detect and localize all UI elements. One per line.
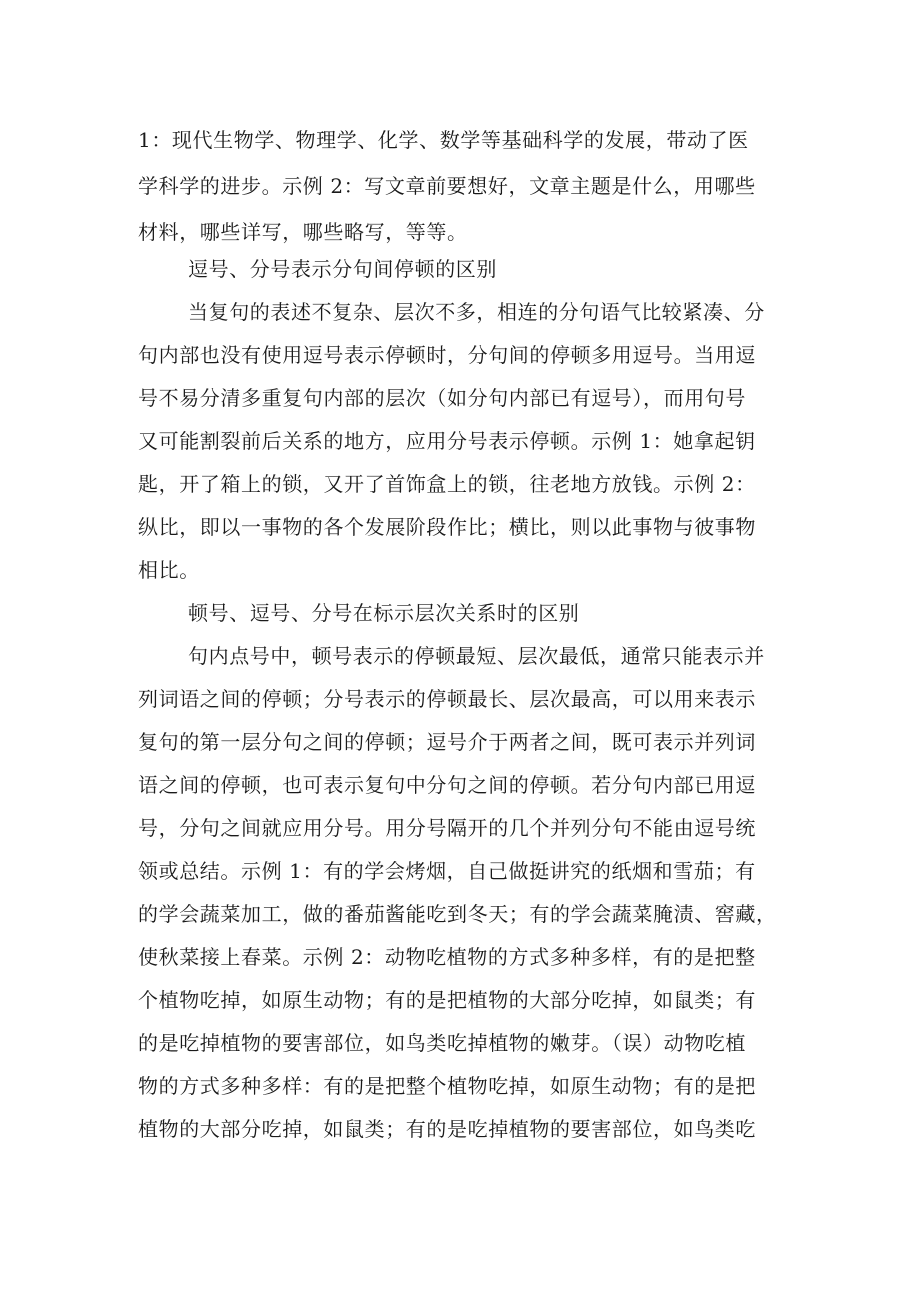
text-line: 材料，哪些详写，哪些略写，等等。	[138, 220, 468, 244]
text-line: 纵比，即以一事物的各个发展阶段作比；横比，则以此事物与彼事物	[138, 515, 756, 539]
text-line: 相比。	[138, 558, 200, 582]
section-heading: 逗号、分号表示分句间停顿的区别	[188, 257, 497, 281]
text-line: 的学会蔬菜加工，做的番茄酱能吃到冬天；有的学会蔬菜腌渍、窖藏，	[138, 902, 777, 926]
text-line: 列词语之间的停顿；分号表示的停顿最长、层次最高，可以用来表示	[138, 687, 756, 711]
paragraph-first-line: 当复句的表述不复杂、层次不多，相连的分句语气比较紧凑、分	[188, 300, 765, 324]
text-line: 匙，开了箱上的锁，又开了首饰盒上的锁，往老地方放钱。示例 2：	[138, 472, 756, 496]
section-heading: 顿号、逗号、分号在标示层次关系时的区别	[188, 601, 580, 625]
text-line: 领或总结。示例 1：有的学会烤烟，自己做挺讲究的纸烟和雪茄；有	[138, 859, 756, 883]
text-line: 语之间的停顿，也可表示复句中分句之间的停顿。若分句内部已用逗	[138, 773, 756, 797]
text-line: 句内部也没有使用逗号表示停顿时，分句间的停顿多用逗号。当用逗	[138, 343, 756, 367]
text-line: 的是吃掉植物的要害部位，如鸟类吃掉植物的嫩芽。（误）动物吃植	[138, 1031, 746, 1055]
text-line: 物的方式多种多样：有的是把整个植物吃掉，如原生动物；有的是把	[138, 1074, 756, 1098]
text-line: 又可能割裂前后关系的地方，应用分号表示停顿。示例 1：她拿起钥	[138, 429, 756, 453]
text-line: 使秋菜接上春菜。示例 2：动物吃植物的方式多种多样，有的是把整	[138, 945, 756, 969]
text-line: 学科学的进步。示例 2：写文章前要想好，文章主题是什么，用哪些	[138, 174, 756, 198]
text-line: 植物的大部分吃掉，如鼠类；有的是吃掉植物的要害部位，如鸟类吃	[138, 1117, 756, 1141]
text-line: 1：现代生物学、物理学、化学、数学等基础科学的发展，带动了医	[138, 128, 749, 152]
paragraph-first-line: 句内点号中，顿号表示的停顿最短、层次最低，通常只能表示并	[188, 644, 765, 668]
text-line: 号不易分清多重复句内部的层次（如分句内部已有逗号），而用句号	[138, 386, 746, 410]
text-line: 号，分句之间就应用分号。用分号隔开的几个并列分句不能由逗号统	[138, 816, 756, 840]
text-line: 复句的第一层分句之间的停顿；逗号介于两者之间，既可表示并列词	[138, 730, 756, 754]
text-line: 个植物吃掉，如原生动物；有的是把植物的大部分吃掉，如鼠类；有	[138, 988, 756, 1012]
